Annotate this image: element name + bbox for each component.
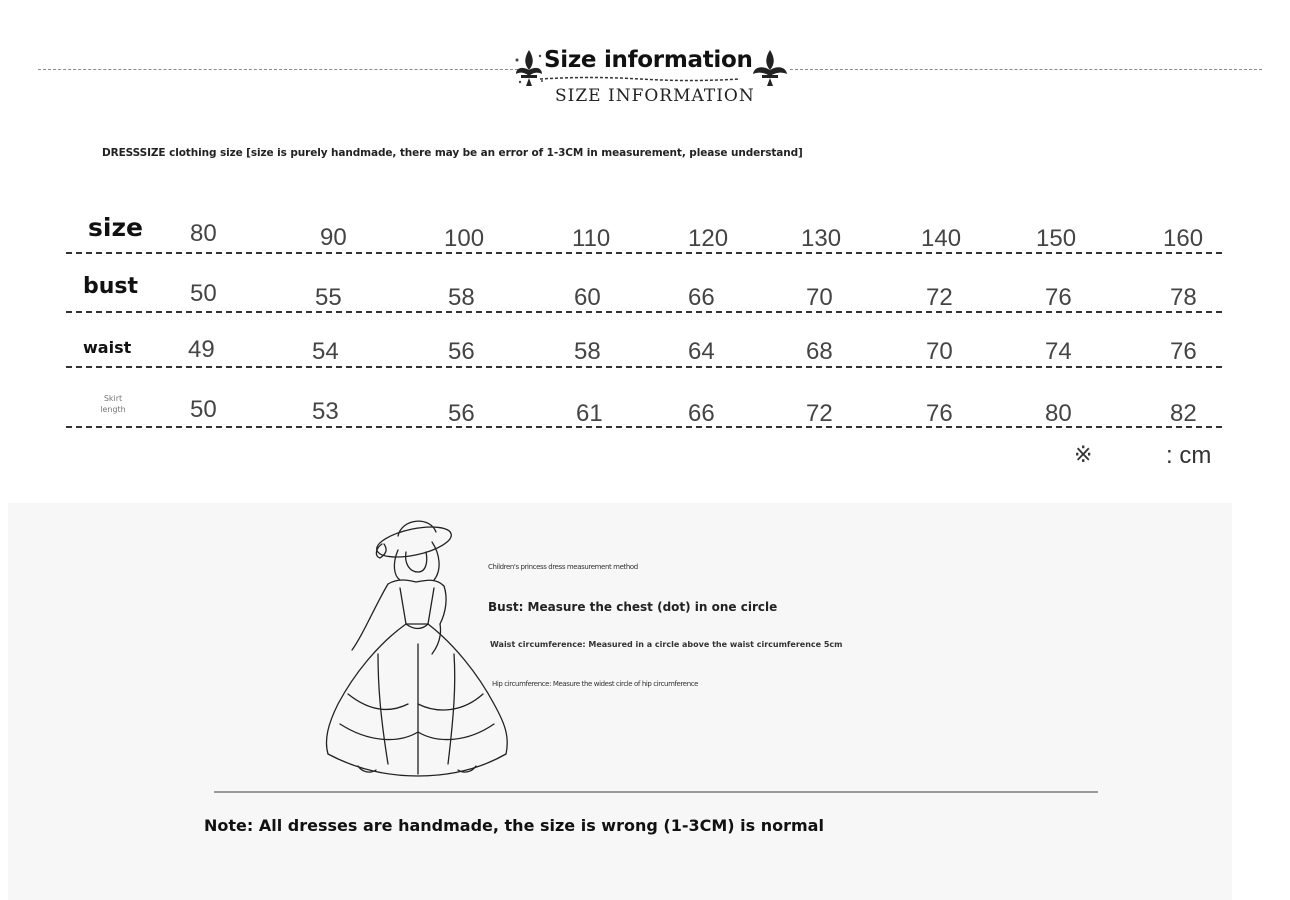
cell-waist-76: 76 (1170, 338, 1197, 365)
cell-waist-64: 64 (688, 338, 715, 365)
cell-size-160: 160 (1163, 225, 1204, 252)
cell-size-150: 150 (1036, 225, 1077, 252)
row-label-size: size (88, 213, 143, 242)
title-underline-flourish (540, 76, 740, 82)
cell-skirt-80: 80 (1045, 400, 1072, 427)
unit-reference-mark: ※ (1074, 443, 1093, 468)
measurement-hip: Hip circumference: Measure the widest circle of hip circumference (492, 680, 699, 688)
row-label-skirt-line1: Skirt (103, 394, 123, 403)
header-divider-left (38, 69, 518, 70)
cell-bust-55: 55 (315, 284, 342, 311)
row-label-skirt-length (95, 393, 131, 415)
cell-waist-54: 54 (312, 338, 339, 365)
cell-skirt-61: 61 (576, 400, 603, 427)
measurement-method-title: Children's princess dress measurement method (488, 563, 638, 571)
princess-dress-illustration (318, 514, 514, 782)
cell-waist-68: 68 (806, 338, 833, 365)
handmade-note: Note: All dresses are handmade, the size is wrong (1-3CM) is normal (204, 816, 824, 835)
cell-waist-58: 58 (574, 338, 601, 365)
fleur-de-lis-left-icon (512, 48, 546, 88)
row-divider (66, 426, 1222, 428)
cell-waist-49: 49 (188, 336, 215, 363)
cell-skirt-56: 56 (448, 400, 475, 427)
cell-bust-72: 72 (926, 284, 953, 311)
row-label-bust: bust (83, 274, 139, 299)
cell-bust-60: 60 (574, 284, 601, 311)
measurement-bust: Bust: Measure the chest (dot) in one circle (488, 600, 778, 614)
row-label-waist: waist (83, 338, 132, 357)
title-block (510, 44, 800, 114)
cell-skirt-72: 72 (806, 400, 833, 427)
page-title: Size information (544, 47, 753, 73)
cell-skirt-82: 82 (1170, 400, 1197, 427)
row-divider (66, 252, 1222, 254)
cell-bust-76: 76 (1045, 284, 1072, 311)
cell-waist-70: 70 (926, 338, 953, 365)
fleur-de-lis-right-icon (750, 48, 790, 88)
cell-bust-78: 78 (1170, 284, 1197, 311)
cell-bust-50: 50 (190, 280, 217, 307)
cell-waist-74: 74 (1045, 338, 1072, 365)
row-divider (66, 366, 1222, 368)
page-subtitle: SIZE INFORMATION (555, 86, 755, 106)
header-divider-right (790, 69, 1262, 70)
cell-skirt-76: 76 (926, 400, 953, 427)
unit-label: : cm (1166, 442, 1212, 469)
measurement-waist: Waist circumference: Measured in a circle above the waist circumference 5cm (490, 640, 843, 649)
cell-bust-70: 70 (806, 284, 833, 311)
cell-bust-66: 66 (688, 284, 715, 311)
cell-size-80: 80 (190, 220, 217, 247)
cell-skirt-66: 66 (688, 400, 715, 427)
intro-note: DRESSSIZE clothing size [size is purely handmade, there may be an error of 1-3CM in measurement, please understand] (102, 147, 803, 159)
panel-divider (214, 791, 1098, 793)
cell-size-100: 100 (444, 225, 485, 252)
cell-size-90: 90 (320, 224, 347, 251)
row-label-skirt-line2: length (100, 405, 126, 414)
cell-size-140: 140 (921, 225, 962, 252)
cell-bust-58: 58 (448, 284, 475, 311)
cell-size-130: 130 (801, 225, 842, 252)
row-divider (66, 311, 1222, 313)
cell-skirt-53: 53 (312, 398, 339, 425)
cell-size-120: 120 (688, 225, 729, 252)
cell-waist-56: 56 (448, 338, 475, 365)
cell-size-110: 110 (572, 225, 611, 252)
cell-skirt-50: 50 (190, 396, 217, 423)
